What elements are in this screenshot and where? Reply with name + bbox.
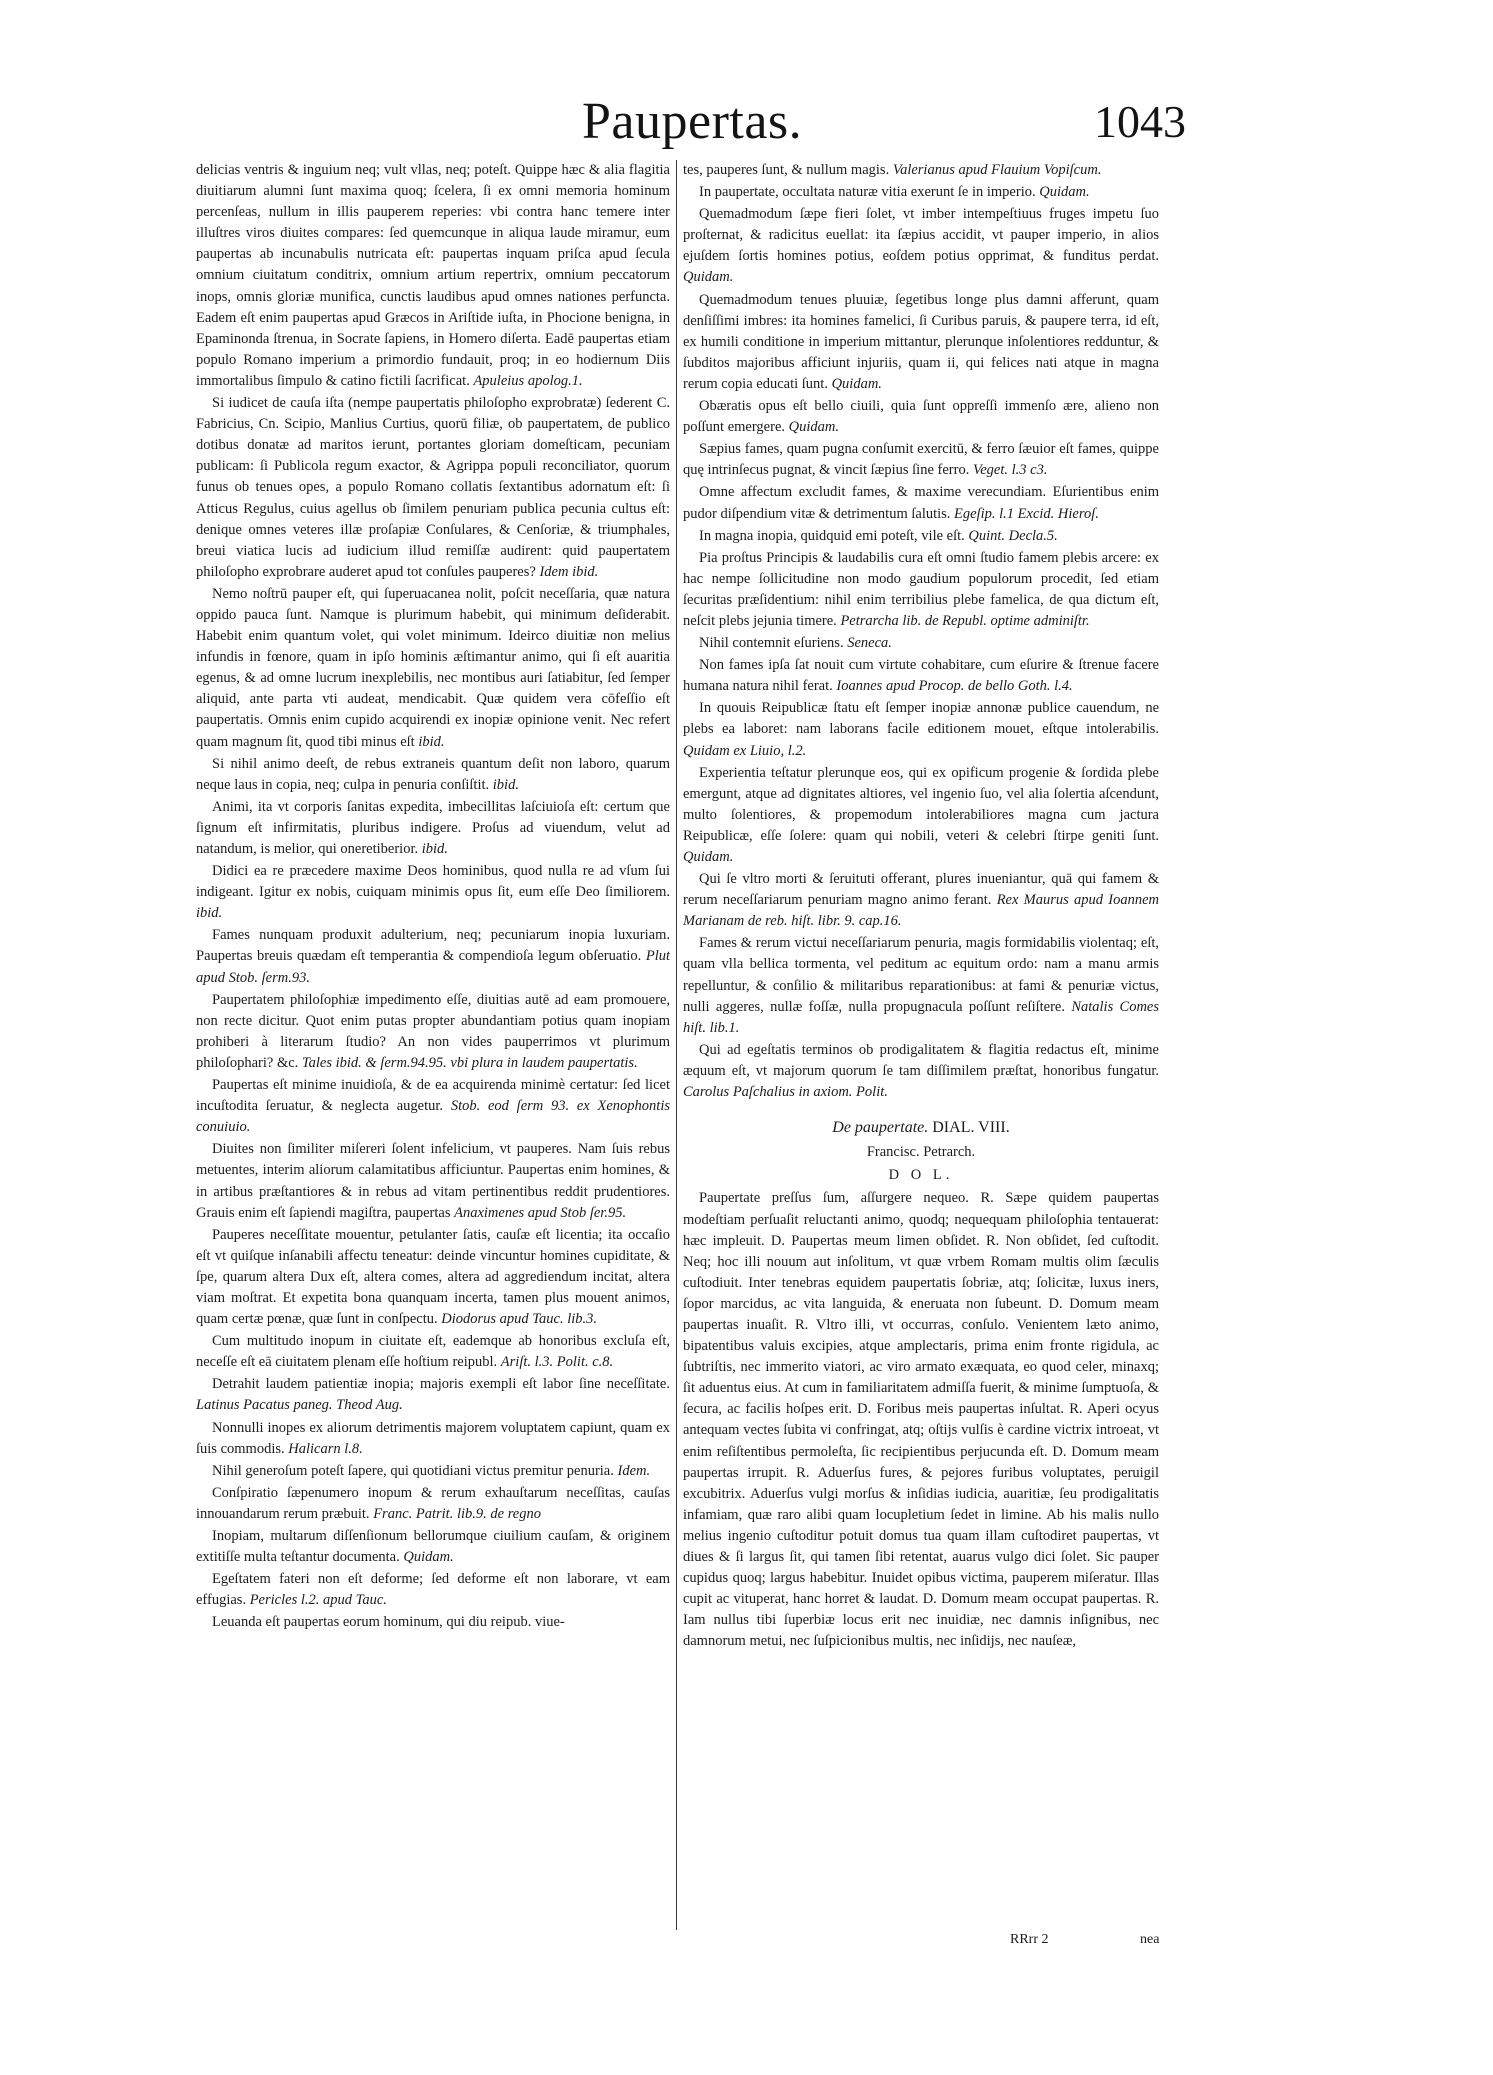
source-citation: Diodorus apud Tauc. lib.3. [441,1311,598,1328]
paragraph-text: Qui ad egeſtatis terminos ob prodigalitatem & flagitia redactus eſt, minime æquum eſt, vt majorum quorum ſe tam diſſimilem præſtat, honoribus fungatur. [683,1041,1159,1079]
paragraph-text: Fames nunquam produxit adulterium, neq; pecuniarum inopia luxuriam. Paupertas breuis quædam eſt temperantia & compendioſa legum obſeruatio. [196,927,670,965]
paragraph-text: Diuites non ſimiliter miſereri ſolent infelicium, vt pauperes. Nam ſuis rebus metuentes, interim aliorum calamitatibus afficiuntur. Paupertas enim homines, & in artibus præſtantiores & in rebus ad vitam pertinentibus reddit prudentiores. Grauis enim eſt ſapiendi magiſtra, paupertas [196,1141,670,1221]
paragraph-text: Nihil contemnit eſuriens. [699,635,844,652]
dialogue-title-prefix: De paupertate. [832,1119,929,1137]
left-column [196,160,670,1960]
dialogue-author: Francisc. Petrarch. [866,1144,976,1161]
source-citation: Ariſt. l.3. Polit. c.8. [500,1354,614,1371]
paragraph-text: Paupertatem philoſophiæ impedimento eſſe, diuitias autē ad eam promouere, non recte dicitur. Quot enim putas propter abundantiam potius quam inopiam prohiberi à literarum ſtudio? An non vides pauperrimos vt plurimum philoſophari? &c. [196,991,670,1071]
paragraph-text: Egeſtatem fateri non eſt deforme; ſed deforme eſt non laborare, vt eam effugias. [196,1571,670,1609]
right-column-entries [683,160,1159,1103]
source-citation: Pericles l.2. apud Tauc. [249,1592,387,1609]
paragraph-text: Nemo noſtrū pauper eſt, qui ſuperuacanea nolit, poſcit neceſſaria, quæ natura oppido pauca ſunt. Namque is plurimum habebit, qui minimum deſiderabit. Habebit enim quantum volet, qui volet minimum. Ideirco diuitiæ non melius infundis in fœnore, quam in ipſo hominis æſtimantur animo, qui ſi eſt auaritia egenus, & ad omne lucrum inexplebilis, nec montibus auri ſatiabitur, ſed ſemper aliquid, ante parta vti audeat, mendicabit. Quæ quidem vera cōfeſſio eſt paupertatis. Omnis enim cupido acquirendi ex inopiæ opinione venit. Nec refert quam magnum ſit, quod tibi minus eſt [196,585,670,750]
source-citation: ibid. [418,733,445,750]
text-paragraph [196,1418,670,1460]
text-paragraph [196,1331,670,1373]
text-paragraph [196,861,670,924]
source-citation: Quidam. [403,1549,454,1566]
text-paragraph [683,763,1159,868]
paragraph-text: tes, pauperes ſunt, & nullum magis. [683,162,890,178]
source-citation: Quint. Decla.5. [968,527,1058,544]
source-citation: Quidam. [831,375,882,392]
source-citation: Anaximenes apud Stob ſer.95. [454,1204,627,1221]
paragraph-text: Quemadmodum ſæpe fieri ſolet, vt imber intempeſtiuus fruges impetu ſuo proſternat, & radicitus euellat: ita ſæpius accidit, vt pauper imperio, in alios ejuſdem ſortis homines potius, eoſdem potius opprimat, & funditus perdat. [683,206,1159,265]
source-citation: Rex Maurus apud Ioannem Marianam de reb. hiſt. libr. 9. cap.16. [683,892,1159,930]
text-paragraph [683,655,1159,697]
paragraph-text: Non fames ipſa ſat nouit cum virtute cohabitare, cum eſurire & ſtrenue facere humana natura nihil ferat. [683,657,1159,695]
source-citation: Stob. eod ſerm 93. ex Xenophontis conuiuio. [196,1098,670,1136]
text-paragraph [683,482,1159,524]
page-number: 1043 [1094,96,1186,147]
source-citation: ibid. [421,841,448,857]
paragraph-text: Omne affectum excludit fames, & maxime verecundiam. Eſurientibus enim pudor diſpendium vitæ & detrimentum ſalutis. [683,484,1159,522]
text-paragraph [683,633,1159,654]
running-head: Paupertas. [582,93,803,150]
source-citation: Plut apud Stob. ſerm.93. [196,948,670,986]
paragraph-text: In paupertate, occultata naturæ vitia exerunt ſe in imperio. [699,184,1036,201]
source-citation: ibid. [492,776,519,793]
source-citation: Quidam. [1039,184,1090,201]
text-paragraph [196,1225,670,1330]
source-citation: Petrarcha lib. de Republ. optime adminiſtr. [840,612,1090,629]
source-citation: Veget. l.3 c3. [972,462,1048,479]
paragraph-text: Pia proſtus Principis & laudabilis cura eſt omni ſtudio famem plebis arcere: ex hac nempe ſollicitudine non modo gaudium populorum procedit, ſed etiam ſecuritas præſidentium: nihil enim terribilius plebe famelica, de qua dictum eſt, neſcit plebs jejunia timere. [683,549,1159,629]
signature-mark: RRrr 2 [1010,1932,1049,1947]
source-citation: Tales ibid. & ſerm.94.95. vbi plura in laudem paupertatis. [301,1054,638,1071]
text-paragraph [196,1612,670,1633]
source-citation: Egeſip. l.1 Excid. Hieroſ. [954,505,1099,522]
text-paragraph [196,990,670,1074]
source-citation: Idem. [617,1462,651,1479]
text-paragraph [196,584,670,753]
text-paragraph [683,698,1159,761]
text-paragraph [196,797,670,860]
text-paragraph [196,1075,670,1138]
text-paragraph [683,933,1159,1038]
paragraph-text: Paupertas eſt minime inuidioſa, & de ea acquirenda minimè certatur: ſed licet incuſtodita ſeruatur, & neglecta augetur. [196,1077,670,1115]
right-column [683,160,1159,1930]
paragraph-text: Obæratis opus eſt bello ciuili, quia ſunt oppreſſi immenſo ære, alieno non poſſunt emergere. [683,398,1159,436]
paragraph-text: Inopiam, multarum diſſenſionum bellorumque ciuilium cauſam, & originem extitiſſe multa teſtantur documenta. [196,1528,670,1566]
text-paragraph [196,1461,670,1482]
source-citation: Quidam. [788,419,839,436]
source-citation: Quidam. [683,849,734,865]
source-citation: Quidam ex Liuio, l.2. [683,742,807,759]
text-paragraph [196,1374,670,1416]
text-paragraph [683,160,1159,181]
source-citation: Apuleius apolog.1. [473,372,583,389]
paragraph-text: In quouis Reipublicæ ſtatu eſt ſemper inopiæ annonæ publice cauendum, ne plebs ea laboret: nam laborans facile editionem mouet, eſtque intolerabilis. [683,700,1159,738]
paragraph-text: Experientia teſtatur plerunque eos, qui ex opificum progenie & ſordida plebe emergunt, atque ad dignitates altiores, vel ingenio ſuo, vel alia ſolertia aſcendunt, multo ſolentiores, & propemodum intolerabiliores magna cum jactura Reipublicæ, eſſe ſolere: quam qui nobili, veteri & celebri ſtirpe geniti ſunt. [683,764,1159,844]
paragraph-text: Nonnulli inopes ex aliorum detrimentis majorem voluptatem capiunt, quam ex ſuis commodis. [196,1419,670,1457]
text-paragraph [196,1139,670,1223]
dialogue-title-suffix: DIAL. VIII. [932,1119,1010,1137]
column-divider [676,160,677,1930]
paragraph-text: Pauperes neceſſitate mouentur, petulanter ſatis, cauſæ eſt licentia; ita occaſio eſt vt quiſque inſanabili affectu teneatur: deinde vincuntur homines cupiditate, & ſpe, quarum altera Dux eſt, altera comes, altera ad aggrediendum incitat, altera viam moſtrat. Et expetita bona quanquam incerta, tamen plus mouent animos, quam certæ pœnæ, quæ ſunt in conſpectu. [196,1226,670,1328]
source-citation: Quidam. [683,269,734,286]
text-paragraph [196,925,670,988]
dialogue-title [683,1117,1159,1138]
source-citation: Seneca. [847,635,892,652]
paragraph-text: Si iudicet de cauſa iſta (nempe paupertatis philoſopho exprobratæ) ſederent C. Fabricius, Cn. Scipio, Manlius Curtius, quorū filiæ, ob paupertatem, de publico dotibus donatæ ad maritos ierunt, portantes gloriam domeſticam, pecuniam publicam: ſi Publicola regum exactor, & Agrippa populi reconciliator, quorum funus ob tenues opes, a populo Romano collatis ſextantibus adornatum eſt: ſi Atticus Regulus, cuius agellus ob ſimilem penuriam publica pecunia cultus eſt: denique omnes veteres illæ proſapiæ Conſulares, & Cenſoriæ, & triumphales, breui viatica lucis ad iudicium illud remiſſæ audirent: quid paupertatem philoſopho exprobrare auderet apud tot conſules pauperes? [196,395,670,580]
dialogue-speaker: D O L. [888,1167,954,1184]
paragraph-text: Nihil generoſum poteſt ſapere, qui quotidiani victus premitur penuria. [212,1462,614,1479]
text-paragraph [683,526,1159,547]
text-paragraph [196,1569,670,1611]
source-citation: Valerianus apud Flauium Vopiſcum. [892,162,1102,178]
paragraph-text: Cum multitudo inopum in ciuitate eſt, eademque ab honoribus excluſa eſt, neceſſe eſt eā ciuitatem plenam eſſe hoſtium reipubl. [196,1333,670,1371]
dialogue-text: Paupertate preſſus ſum, aſſurgere nequeo. R. Sæpe quidem paupertas modeſtiam perſuaſit reluctanti animo, quodq; nequequam philoſophia tentauerat: hæc impleuit. D. Paupertas meum limen obſidet. R. Non obſidet, ſed cuſtodit. Neq; hoc illi nouum aut inſolitum, vt quæ vrbem Romam multis olim ſæculis cuſtodiuit. Inter tenebras equidem paupertatis ſobriæ, atq; ſolicitæ, luxus iners, ſopor marcidus, ac vita languida, & eneruata non ſubeunt. D. Domum meam paupertas inuaſit. R. Vltro illi, vt occurras, conſulo. Venientem læto animo, bipatentibus valuis excipies, atque amplectaris, prima enim fronte rigidula, ac ſubtriſtis, nec immerito viatori, ac viro armato exæquata, eo quod celer, minaxq; ſit aduentus eius. At cum in familiaritatem admiſſa fuerit, & minime ſumptuoſa, & ſecura, ac facilis hoſpes erit. D. Foribus meis paupertas inſultat. R. Aperi ocyus antequam vectes ſubita vi confringat, atq; oſtijs vulſis è cardine victrix introeat, vt enim reſiſtentibus permoleſta, ſic recipientibus perjucunda eſt. D. Domum meam paupertas irrupit. R. Aduerſus fures, & pejores furibus voluptates, peruigil excubitrix. Aduerſus vulgi morſus & inſidias iudicia, auaritiæ, ſeu prodigalitatis infamiam, quæ raro alibi quam locupletium ſedet in limine. Ab his malis nullo melius ingenio cuſtoditur potuit domus tua quam illam cuſtodiret paupertas, vt diues & ſi largus ſit, qui tamen ſibi retentat, auarus vulgo dici ſolet. Sic pauper cupidus quoq; largus habebitur. Inuidet opibus victima, pauperem miſeratur. Illas cupit ac vituperat, hanc horret & laudat. D. Domum meam occupat paupertas. R. Iam nullus tibi ſuperbiæ locus erit nec inuidiæ, nec damnis inſignibus, nec damnorum metui, nec ſuſpicionibus multis, nec inſidijs, nec nauſeæ, [683,1190,1159,1650]
source-citation: Ioannes apud Procop. de bello Goth. l.4. [836,678,1073,695]
paragraph-text: In magna inopia, quidquid emi poteſt, vile eſt. [699,527,965,544]
text-paragraph [683,182,1159,203]
text-paragraph [683,204,1159,288]
source-citation: Carolus Paſchalius in axiom. Polit. [683,1084,888,1101]
text-paragraph [196,1483,670,1525]
text-paragraph [683,396,1159,438]
text-paragraph [683,548,1159,632]
catchword: nea [1140,1932,1160,1947]
text-paragraph [196,160,670,392]
text-paragraph [196,1526,670,1568]
text-paragraph [196,754,670,796]
paragraph-text: delicias ventris & inguium neq; vult vllas, neq; poteſt. Quippe hæc & alia flagitia diuitiarum alumni ſunt maxima quoq; ſcelera, ſi ex omni memoria hominum percenſeas, nullum in illis pauperem reperies: vbi contra hanc temere inter illuſtres viros diuites compares: ſed quemcunque in aliqua laude miramur, eum paupertas ab incunabulis nutricata eſt: paupertas inquam priſca apud ſecula omnium ciuitatum conditrix, omnium artium repertrix, omnium peccatorum inops, omnis gloriæ munifica, cunctis laudibus apud omnes nationes perfuncta. Eadem eſt enim paupertas apud Græcos in Ariſtide iuſta, in Phocione benigna, in Epaminonda ſtrenua, in Socrate ſapiens, in Homero diſerta. Eadē paupertas etiam populo Romano imperium a primordio fundauit, proq; in eo hodiernum Diis immortalibus ſimpulo & catino fictili ſacrificat. [196,162,670,389]
text-paragraph [683,290,1159,395]
paragraph-text: Conſpiratio ſæpenumero inopum & rerum exhauſtarum neceſſitas, cauſas innouandarum rerum præbuit. [196,1484,670,1522]
source-citation: Latinus Pacatus paneg. Theod Aug. [196,1397,403,1414]
paragraph-text: Fames & rerum victui neceſſariarum penuria, magis formidabilis violentaq; eſt, quam vlla bellica tormenta, vel peditum ac equitum ordo: nam a manu armis repelluntur, & conſilio & militaribus reparationibus: at fami & penuriæ victus, nulli aggeres, nullæ foſſæ, nulla propugnacula poſſunt reſiſtere. [683,935,1159,1015]
source-citation: Halicarn l.8. [288,1440,363,1457]
paragraph-text: Didici ea re præcedere maxime Deos hominibus, quod nulla re ad vſum ſui indigeant. Igitur ex nobis, cuiquam minimis opus ſit, eum eſſe Deo ſimiliorem. [196,863,670,901]
paragraph-text: Qui ſe vltro morti & ſeruituti offerant, plures inueniantur, quā qui famem & rerum neceſſariarum penuriam magno animo ferant. [683,871,1159,909]
paragraph-text: Quemadmodum tenues pluuiæ, ſegetibus longe plus damni afferunt, quam denſiſſimi imbres: ita homines famelici, ſi Curibus paruis, & paupere terra, id eſt, ex humili conditione in imperium mittantur, plerunque inſolentiores redduntur, & ſubditos majoribus afficiunt injuriis, quam ii, qui felices nati atque in magna rerum copia educati ſunt. [683,291,1159,392]
text-paragraph [683,439,1159,481]
paragraph-text: Si nihil animo deeſt, de rebus extraneis quantum deſit non laboro, quarum neque laus in copia, neq; culpa in penuria conſiſtit. [196,755,670,793]
text-paragraph [683,869,1159,932]
source-citation: Idem ibid. [539,563,599,580]
text-paragraph [683,1040,1159,1103]
paragraph-text: Sæpius fames, quam pugna conſumit exercitū, & ferro ſæuior eſt fames, quippe quę intrinſecus pugnat, & vincit ſæpius ſine ferro. [683,441,1159,479]
paragraph-text: Animi, ita vt corporis ſanitas expedita, imbecillitas laſciuioſa eſt: certum que ſignum eſt infirmitatis, pluribus indigere. Proſus ad viuendum, velut ad natandum, is melior, qui oneretiberior. [196,798,670,857]
source-citation: Franc. Patrit. lib.9. de regno [373,1505,541,1522]
source-citation: ibid. [196,905,223,922]
paragraph-text: Detrahit laudem patientiæ inopia; majoris exempli eſt labor ſine neceſſitate. [212,1376,670,1393]
text-paragraph [196,393,670,583]
source-citation: Natalis Comes hiſt. lib.1. [683,998,1159,1036]
paragraph-text: Leuanda eſt paupertas eorum hominum, qui diu reipub. viue- [212,1614,565,1631]
